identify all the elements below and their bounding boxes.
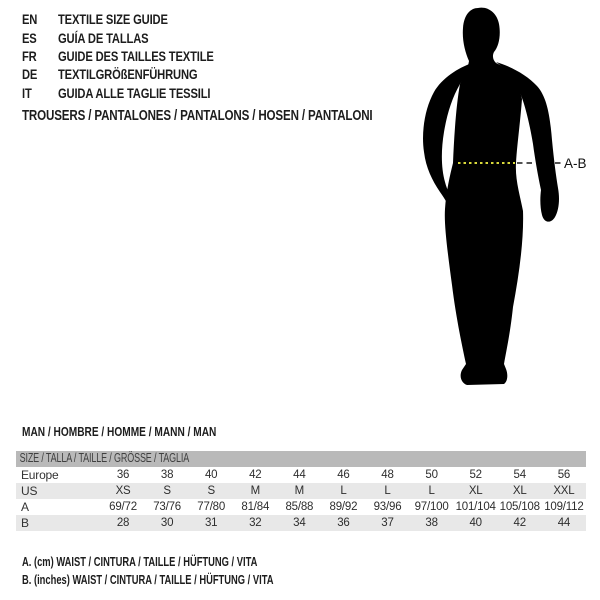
row-label: US <box>21 484 38 498</box>
size-table-header-text: SIZE / TALLA / TAILLE / GRÖSSE / TAGLIA <box>19 451 190 465</box>
size-cell: 97/100 <box>414 501 449 513</box>
size-cell: XL <box>468 485 483 497</box>
language-label: TEXTILGRÖßENFÜHRUNG <box>58 66 198 83</box>
language-row <box>22 47 214 65</box>
table-row <box>16 499 586 515</box>
size-cell: 89/92 <box>329 501 358 513</box>
size-cell: 48 <box>381 469 394 481</box>
table-row <box>16 467 586 483</box>
size-cell: 44 <box>557 517 571 529</box>
size-table-header-cell <box>16 451 586 467</box>
size-cell: 81/84 <box>241 501 270 513</box>
size-cell: 34 <box>293 517 306 529</box>
size-cell: 38 <box>425 517 438 529</box>
size-cell: 101/104 <box>455 501 496 513</box>
language-row <box>22 65 214 83</box>
size-cell: L <box>428 485 435 497</box>
silhouette-body <box>445 8 523 385</box>
size-cell: 40 <box>204 469 218 481</box>
size-table-body <box>16 467 586 531</box>
language-label: TEXTILE SIZE GUIDE <box>58 11 168 28</box>
row-label: B <box>21 516 29 530</box>
size-cell: 42 <box>249 469 262 481</box>
language-code: DE <box>22 66 38 83</box>
size-cell: XS <box>115 485 131 497</box>
size-table-header-row <box>16 451 586 467</box>
size-cell: 37 <box>381 517 394 529</box>
language-row <box>22 10 214 28</box>
size-cell: 52 <box>469 469 482 481</box>
man-silhouette-figure <box>410 0 600 410</box>
size-cell: L <box>340 485 347 497</box>
size-cell: 38 <box>160 469 174 481</box>
language-label: GUIDA ALLE TAGLIE TESSILI <box>58 84 211 101</box>
footnotes <box>22 553 371 588</box>
size-cell: XL <box>512 485 527 497</box>
size-cell: 69/72 <box>109 501 137 513</box>
size-cell: 73/76 <box>153 501 181 513</box>
measure-label: A-B <box>564 156 587 171</box>
size-cell: 46 <box>337 469 350 481</box>
language-label: GUIDE DES TAILLES TEXTILE <box>58 47 214 64</box>
size-cell: 50 <box>425 469 438 481</box>
footnote-a: A. (cm) WAIST / CINTURA / TAILLE / HÜFTUNG / VITA <box>22 554 258 569</box>
size-cell: 54 <box>513 469 526 481</box>
footnote-b: B. (inches) WAIST / CINTURA / TAILLE / HÜFTUNG / VITA <box>22 571 274 587</box>
size-cell: 77/80 <box>197 501 226 513</box>
size-cell: XXL <box>553 485 575 497</box>
language-row <box>22 28 214 46</box>
size-cell: 32 <box>249 517 262 529</box>
table-row <box>16 483 586 499</box>
row-label: Europe <box>21 468 59 482</box>
size-cell: 36 <box>116 469 130 481</box>
row-label: A <box>21 500 29 514</box>
size-cell: 30 <box>160 517 174 529</box>
size-cell: 105/108 <box>499 501 540 513</box>
size-cell: S <box>163 485 171 497</box>
size-cell: L <box>384 485 391 497</box>
table-row <box>16 515 586 531</box>
language-label: GUÍA DE TALLAS <box>58 29 149 46</box>
size-cell: 109/112 <box>544 501 584 513</box>
size-cell: 42 <box>513 517 526 529</box>
size-table <box>16 451 586 531</box>
language-code: ES <box>22 29 37 46</box>
language-code: FR <box>22 47 37 64</box>
language-list <box>22 10 262 102</box>
size-cell: 40 <box>469 517 482 529</box>
section-title: MAN / HOMBRE / HOMME / MANN / MAN <box>22 424 217 439</box>
language-code: EN <box>22 11 38 28</box>
size-cell: M <box>294 485 305 497</box>
size-cell: 85/88 <box>285 501 314 513</box>
size-cell: 28 <box>116 517 130 529</box>
size-cell: 36 <box>337 517 350 529</box>
language-row <box>22 84 214 102</box>
size-cell: S <box>207 485 215 497</box>
garment-title: TROUSERS / PANTALONES / PANTALONS / HOSEN / PANTALONI <box>22 108 373 124</box>
size-cell: 93/96 <box>373 501 402 513</box>
language-code: IT <box>22 84 32 101</box>
size-cell: 56 <box>557 469 571 481</box>
size-cell: 31 <box>204 517 218 529</box>
size-cell: 44 <box>293 469 306 481</box>
size-cell: M <box>250 485 260 497</box>
